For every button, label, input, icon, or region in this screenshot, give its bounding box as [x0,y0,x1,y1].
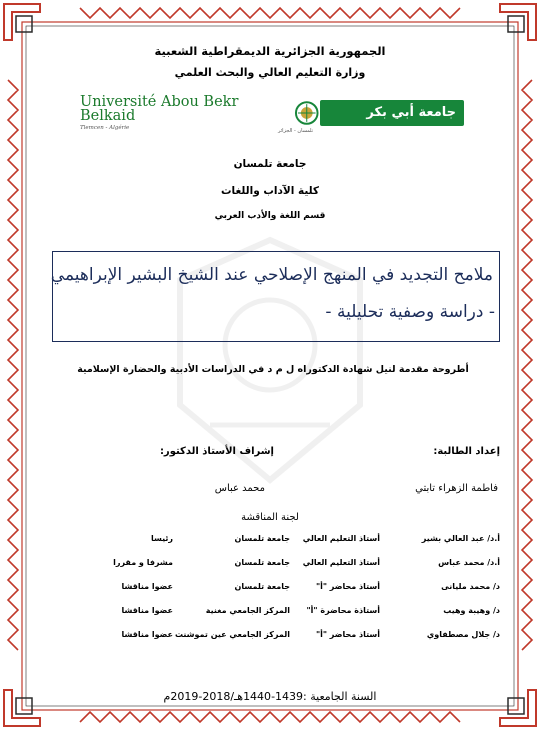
ministry-heading: وزارة التعليم العالي والبحث العلمي [174,66,366,79]
jury-member-role: عضوا مناقشا [121,582,173,591]
table-row [60,579,500,603]
seal-caption: تلمسان - الجزائر [278,128,314,134]
jury-member-rank: أستاذة محاضرة "أ" [306,606,380,615]
thesis-description: أطروحة مقدمة لنيل شهادة الدكتوراه ل م د في الدراسات الأدبية والحضارة الإسلامية [77,364,469,375]
table-row [60,555,500,579]
republic-heading: الجمهورية الجزائرية الديمقراطية الشعبية [154,44,386,58]
university-seal-icon [294,100,320,126]
jury-member-institution: جامعة تلمسان [234,558,290,567]
jury-member-institution: المركز الجامعي عين تموشنت [174,630,290,639]
jury-member-institution: جامعة تلمسان [234,582,290,591]
jury-member-institution: المركز الجامعي مغنية [205,606,290,615]
student-label: إعداد الطالبة: [433,446,500,457]
jury-member-name: أ.د/ محمد عباس [438,558,500,567]
jury-member-name: د/ وهيبة وهيب [443,606,500,615]
university-name-fr-text: Université Abou Bekr Belkaid [80,93,239,125]
jury-member-role: مشرفا و مقررا [113,558,173,567]
university-name-french [80,95,294,132]
table-row [60,603,500,627]
student-name: فاطمة الزهراء تابتي [415,483,498,494]
jury-table [60,531,500,651]
jury-member-role: رئيسا [150,534,173,543]
supervisor-name: محمد عباس [214,483,265,494]
jury-member-institution: جامعة تلمسان [234,534,290,543]
university-location-fr: Tlemcen - Algérie [80,124,130,131]
thesis-title-box [52,251,500,342]
university-label: جامعة تلمسان [233,158,307,170]
faculty-label: كلية الآداب واللغات [220,185,320,197]
jury-member-name: أ.د/ عبد العالي بشير [421,534,500,543]
table-row [60,531,500,555]
jury-member-name: د/ محمد مليانى [441,582,500,591]
university-name-arabic: جامعة أبي بكر بلقايد [320,100,464,126]
supervisor-label: إشراف الأستاذ الدكتور: [159,446,274,457]
jury-member-rank: أستاذ التعليم العالي [302,534,380,543]
jury-title: لجنة المناقشة [241,512,299,523]
academic-year: السنة الجامعية :1439-1440هـ/2018-2019م [163,690,377,703]
jury-member-name: د/ جلال مصطفاوي [426,630,500,639]
jury-member-rank: أستاذ التعليم العالي [302,558,380,567]
jury-member-rank: أستاذ محاضر "أ" [315,582,380,591]
jury-member-role: عضوا مناقشا [121,630,173,639]
thesis-title-main: ملامح التجديد في المنهج الإصلاحي عند الشيخ البشير الإبراهيمي [50,265,493,285]
table-row [60,627,500,651]
jury-member-rank: أستاذ محاضر "أ" [315,630,380,639]
jury-member-role: عضوا مناقشا [121,606,173,615]
department-label: قسم اللغة والأدب العربي [214,211,326,221]
thesis-title-subtitle: - دراسة وصفية تحليلية - [325,302,495,322]
